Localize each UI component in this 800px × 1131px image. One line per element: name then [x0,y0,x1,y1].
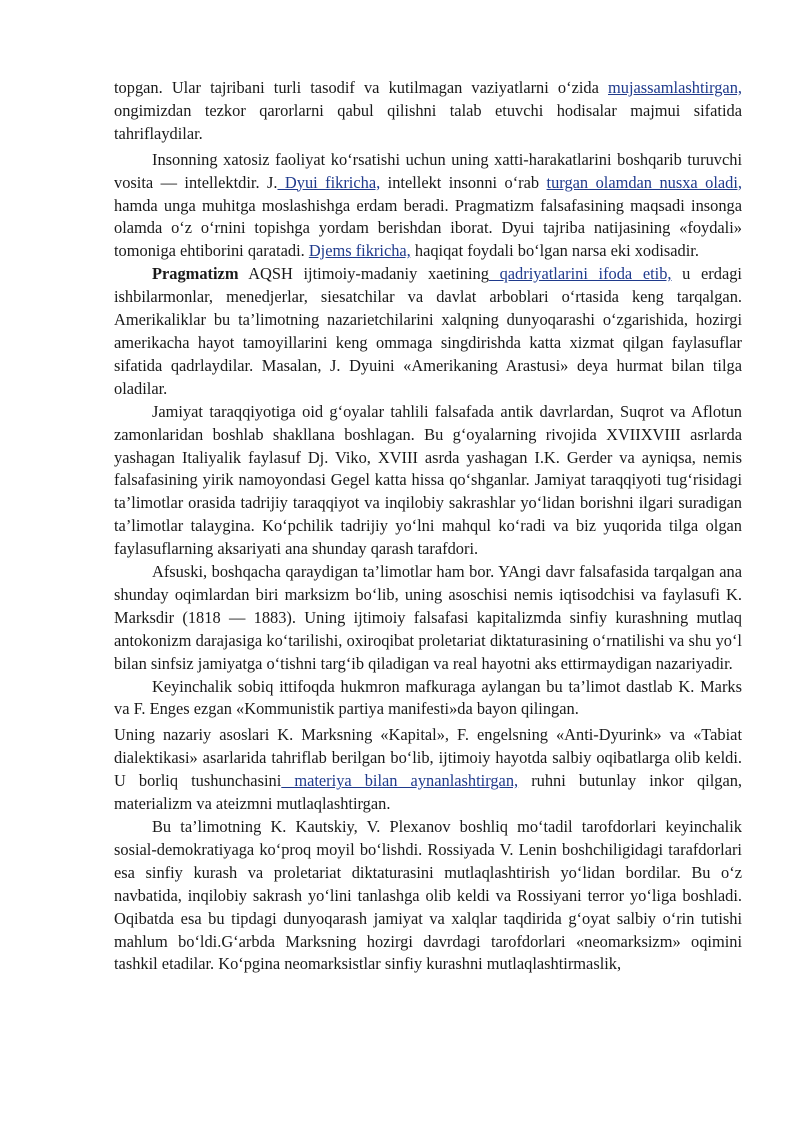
p2-text-3: hamda unga muhitga moslashishga erdam beradi. Pragmatizm falsafasining maqsadi insonga olamda o‘z o‘rnini topishga yordam berishdan iborat. Dyui tajriba natijasining «foydali» tomoniga ehtiborini qaratadi. [114,195,742,261]
p2-text-2: intellekt insonni o‘rab [380,172,547,192]
p2-text-4: haqiqat foydali bo‘lgan narsa eki xodisadir. [410,241,699,261]
document-page [114,77,742,976]
link-turgan-olamdan[interactable]: turgan olamdan nusxa oladi, [546,172,743,192]
paragraph-7 [114,724,742,816]
p7-text-2: ruhni butunlay inkor qilgan, materializm va ateizmni mutlaqlashtirgan. [114,771,743,814]
link-dyui-fikricha[interactable]: Dyui fikricha, [277,172,381,192]
p1-text-2: ongimizdan tezkor qarorlarni qabul qilishni talab etuvchi hodisalar majmui sifatida tahriflaydilar. [114,100,742,143]
paragraph-2 [114,149,742,264]
paragraph-3 [114,263,742,400]
link-qadriyatlarini[interactable]: qadriyatlarini ifoda etib, [488,264,672,284]
p2-text-1: Insonning xatosiz faoliyat ko‘rsatishi uchun uning xatti-harakatlarini boshqarib turuvchi vosita — intellektdir. J. [114,149,742,192]
p3-text-1: AQSH ijtimoiy-madaniy xaetining [238,264,489,284]
p7-text-1: Uning nazariy asoslari K. Marksning «Kapital», F. engelsning «Anti-Dyurink» va «Tabiat dialektikasi» asarlarida tahriflab berilgan bo‘lib, ijtimoiy hayotda salbiy oqibatlarga olib keldi. U borliq tushunchasini [114,725,742,791]
paragraph-4: Jamiyat taraqqiyotiga oid g‘oyalar tahlili falsafada antik davrlardan, Suqrot va Aflotun zamonlaridan boshlab shakllana boshlagan. Bu g‘oyalarning rivojida XVIIXVIII asrlarda yashagan Italiyalik faylasuf Dj. Viko, XVIII asrda yashagan I.K. Gerder va ayniqsa, nemis falsafasining yirik namoyondasi Gegel katta hissa qo‘shganlar. Jamiyat taraqqiyoti tug‘risidagi ta’limotlar orasida tadrijiy taraqqiyot va inqilobiy sakrashlar yo‘lidan borishni ilgari suradigan ta’limotlar talaygina. Ko‘pchilik tadrijiy yo‘lni mahqul ko‘radi va biz yuqorida tilga olgan faylasuflarning aksariyati ana shunday qarash tarafdori. [114,401,742,559]
paragraph-5: Afsuski, boshqacha qaraydigan ta’limotlar ham bor. YAngi davr falsafasida tarqalgan ana shunday oqimlardan biri marksizm bo‘lib, uning asoschisi nemis iqtisodchisi va faylasufi K. Marksdir (1818 — 1883). Uning ijtimoiy falsafasi kapitalizmda sinfiy kurashning mutlaq antokonizm darajasiga ko‘tarilishi, oxiroqibat proletariat diktaturasining o‘rnatilishi va shu yo‘l bilan sinfsiz jamiyatga o‘tishni targ‘ib qiladigan va real hayotni aks ettirmaydigan nazariyadir. [114,562,742,673]
link-mujassamlashtirgan[interactable]: mujassamlashtirgan, [608,78,742,97]
paragraph-1 [114,77,742,146]
paragraph-6: Keyinchalik sobiq ittifoqda hukmron mafkuraga aylangan bu ta’limot dastlab K. Marks va F. Enges ezgan «Kommunistik partiya manifesti»da bayon qilingan. [114,676,742,719]
p3-text-2: u erdagi ishbilarmonlar, menedjerlar, siesatchilar va davlat arboblari o‘rtasida keng tarqalgan. Amerikaliklar bu ta’limotning nazarietchilarini xalqning dunyoqarashi o‘zgarishida, hozirgi amerikacha hayot tamoyillarini keng ommaga singdirishda katta xizmat qilgan faylasuflar sifatida qadrlaydilar. Masalan, J. Dyuini «Amerikaning Arastusi» deya hurmat bilan tilga oladilar. [114,264,742,398]
link-materiya[interactable]: materiya bilan aynanlashtirgan, [281,771,519,791]
p1-text-1: topgan. Ular tajribani turli tasodif va kutilmagan vaziyatlarni o‘zida [114,78,608,97]
link-djems-fikricha[interactable]: Djems fikricha, [308,241,411,261]
paragraph-8: Bu ta’limotning K. Kautskiy, V. Plexanov boshliq mo‘tadil tarofdorlari keyinchalik sosial-demokratiyaga ko‘proq moyil bo‘lishdi. Rossiyada V. Lenin boshchiligidagi tarafdorlari esa sinfiy kurash va proletariat diktaturasini mutlaqlashtirish yo‘lidan bordilar. Bu o‘z navbatida, inqilobiy sakrash yo‘lini tanlashga olib keldi va Rossiyani terror yo‘liga boshladi. Oqibatda esa bu tipdagi dunyoqarash jamiyat va xalqlar taqdirida g‘oyat salbiy o‘rin tutishi mahlum bo‘ldi.G‘arbda Marksning hozirgi davrdagi tarofdorlari «neomarksizm» oqimini tashkil etadilar. Ko‘pgina neomarksistlar sinfiy kurashni mutlaqlashtirmaslik, [114,817,742,974]
term-pragmatizm: Pragmatizm [152,264,239,284]
